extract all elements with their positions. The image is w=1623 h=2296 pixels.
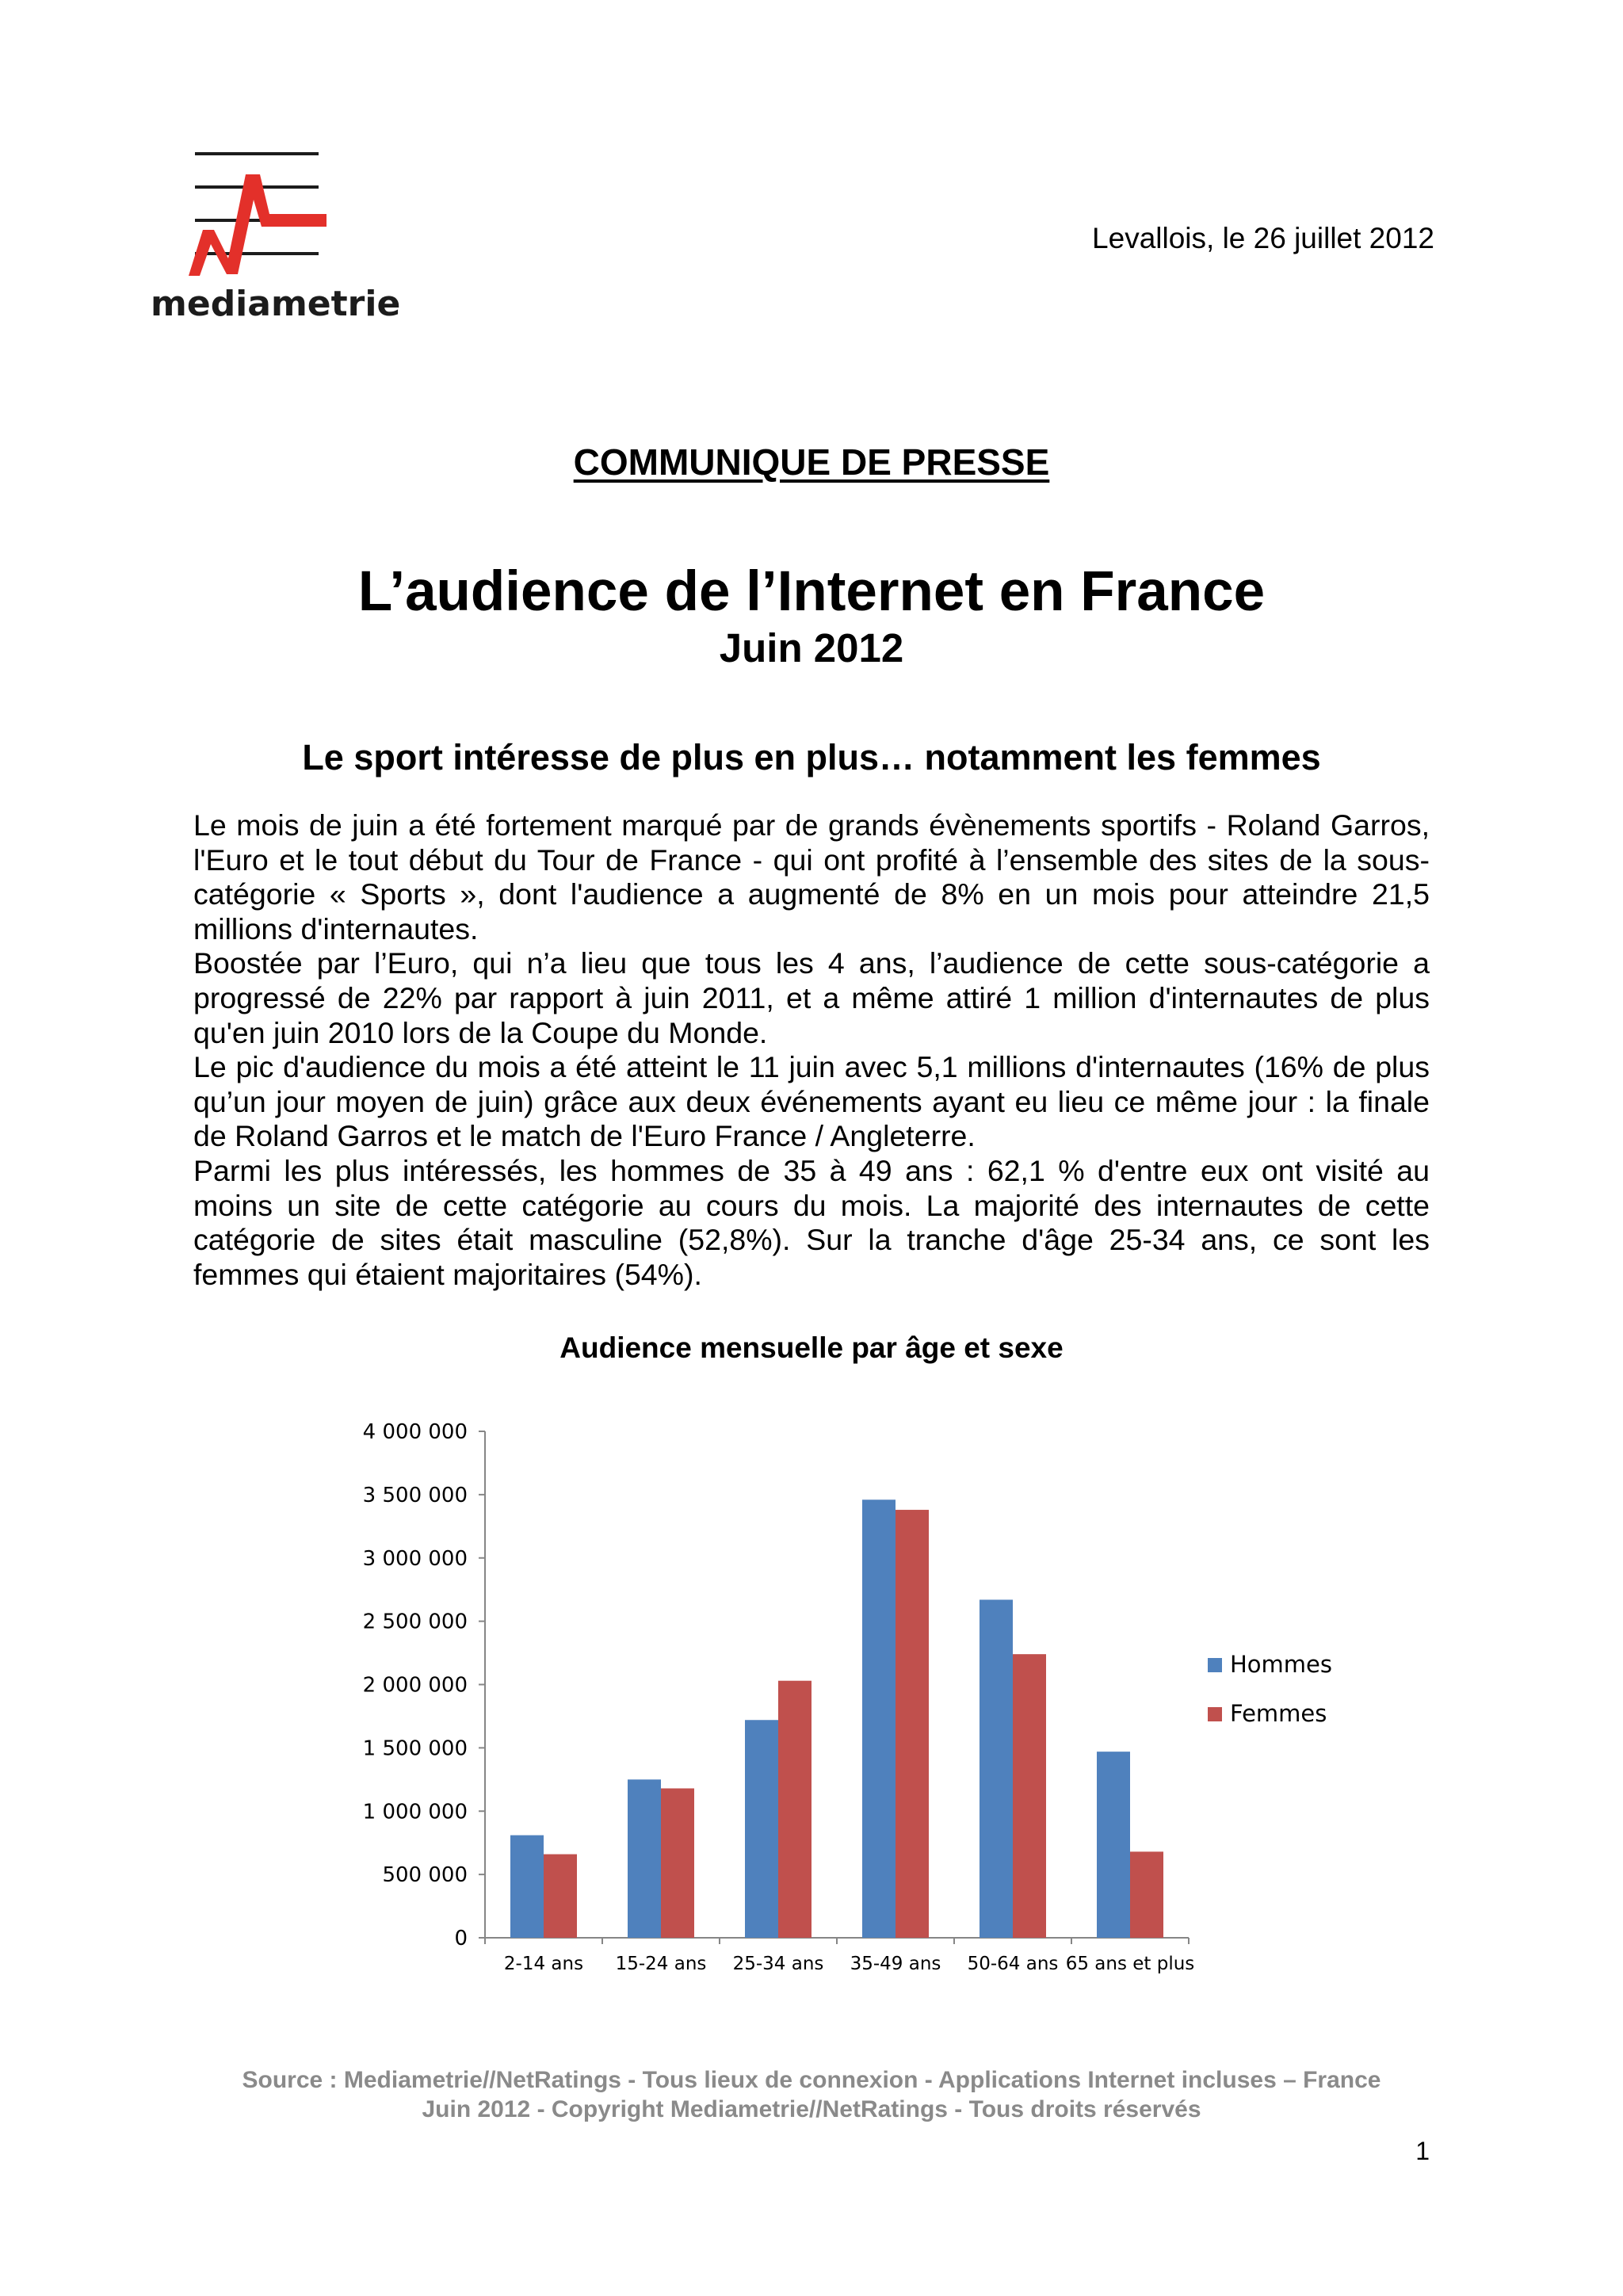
bar-hommes — [1097, 1752, 1130, 1938]
bar-femmes — [661, 1788, 694, 1938]
y-tick-label: 3 500 000 — [362, 1483, 468, 1507]
bar-hommes — [628, 1779, 661, 1938]
y-tick-label: 2 000 000 — [362, 1673, 468, 1698]
y-tick-label: 500 000 — [382, 1863, 468, 1888]
document-date: Levallois, le 26 juillet 2012 — [1092, 222, 1434, 254]
y-tick-label: 1 000 000 — [362, 1800, 468, 1824]
x-tick-label: 15-24 ans — [615, 1954, 707, 1974]
y-tick-label: 0 — [454, 1927, 468, 1950]
bar-femmes — [778, 1681, 812, 1938]
source-line: Source : Mediametrie//NetRatings - Tous lieux de connexion - Applications Internet incluses – France — [242, 2067, 1381, 2093]
paragraph: Boostée par l’Euro, qui n’a lieu que tous les 4 ans, l’audience de cette sous-catégorie a progressé de 22% par rapport à juin 2011, et a même attiré 1 million d'internautes de plus qu'en juin 2010 lors de la Coupe du Monde. — [193, 946, 1430, 1049]
logo-mark — [189, 174, 327, 276]
bar-femmes — [1130, 1851, 1163, 1938]
x-tick-label: 25-34 ans — [732, 1954, 824, 1974]
bar-hommes — [510, 1836, 544, 1938]
paragraph: Le pic d'audience du mois a été atteint le 11 juin avec 5,1 millions d'internautes (16% de plus qu’un jour moyen de juin) grâce aux deux événements ayant eu lieu ce même jour : la finale de Roland Garros et le match de l'Euro France / Angleterre. — [193, 1050, 1430, 1153]
paragraph: Le mois de juin a été fortement marqué par de grands évènements sportifs - Roland Garros, l'Euro et le tout début du Tour de France - qui ont profité à l’ensemble des sites de la sous-catégorie « Sports », dont l'audience a augmenté de 8% en un mois pour atteindre 21,5 millions d'internautes. — [193, 808, 1430, 946]
bar-chart — [333, 1411, 1363, 1981]
y-tick-label: 2 500 000 — [362, 1610, 468, 1634]
legend-label: Femmes — [1230, 1700, 1327, 1727]
x-tick-label: 50-64 ans — [967, 1954, 1059, 1974]
body-text — [193, 808, 1430, 1292]
page-title: L’audience de l’Internet en France — [357, 560, 1266, 623]
page-number: 1 — [1415, 2137, 1430, 2165]
legend-swatch — [1208, 1658, 1222, 1672]
legend-label: Hommes — [1230, 1651, 1332, 1678]
y-tick-label: 4 000 000 — [362, 1420, 468, 1444]
y-tick-label: 1 500 000 — [362, 1736, 468, 1761]
y-tick-label: 3 000 000 — [362, 1546, 468, 1571]
x-tick-label: 65 ans et plus — [1065, 1954, 1195, 1974]
paragraph: Parmi les plus intéressés, les hommes de 35 à 49 ans : 62,1 % d'entre eux ont visité au moins un site de cette catégorie au cours du mois. La majorité des internautes de cette catégorie de sites était masculine (52,8%). Sur la tranche d'âge 25-34 ans, ce sont les femmes qui étaient majoritaires (54%). — [193, 1153, 1430, 1291]
legend-swatch — [1208, 1707, 1222, 1721]
bar-femmes — [544, 1855, 577, 1938]
bar-hommes — [980, 1599, 1013, 1938]
headline: Le sport intéresse de plus en plus… notamment les femmes — [302, 737, 1321, 777]
x-tick-label: 2-14 ans — [503, 1954, 584, 1974]
page-subtitle: Juin 2012 — [719, 625, 904, 670]
chart-title: Audience mensuelle par âge et sexe — [559, 1331, 1064, 1364]
source-note — [0, 2065, 1623, 2124]
x-tick-label: 35-49 ans — [850, 1954, 941, 1974]
bar-femmes — [1013, 1654, 1046, 1938]
bar-hommes — [745, 1720, 778, 1938]
source-line: Juin 2012 - Copyright Mediametrie//NetRatings - Tous droits réservés — [422, 2096, 1201, 2122]
bar-hommes — [862, 1499, 896, 1938]
bar-femmes — [896, 1510, 929, 1938]
logo-text: mediametrie — [151, 284, 401, 324]
press-label: COMMUNIQUE DE PRESSE — [573, 441, 1050, 483]
